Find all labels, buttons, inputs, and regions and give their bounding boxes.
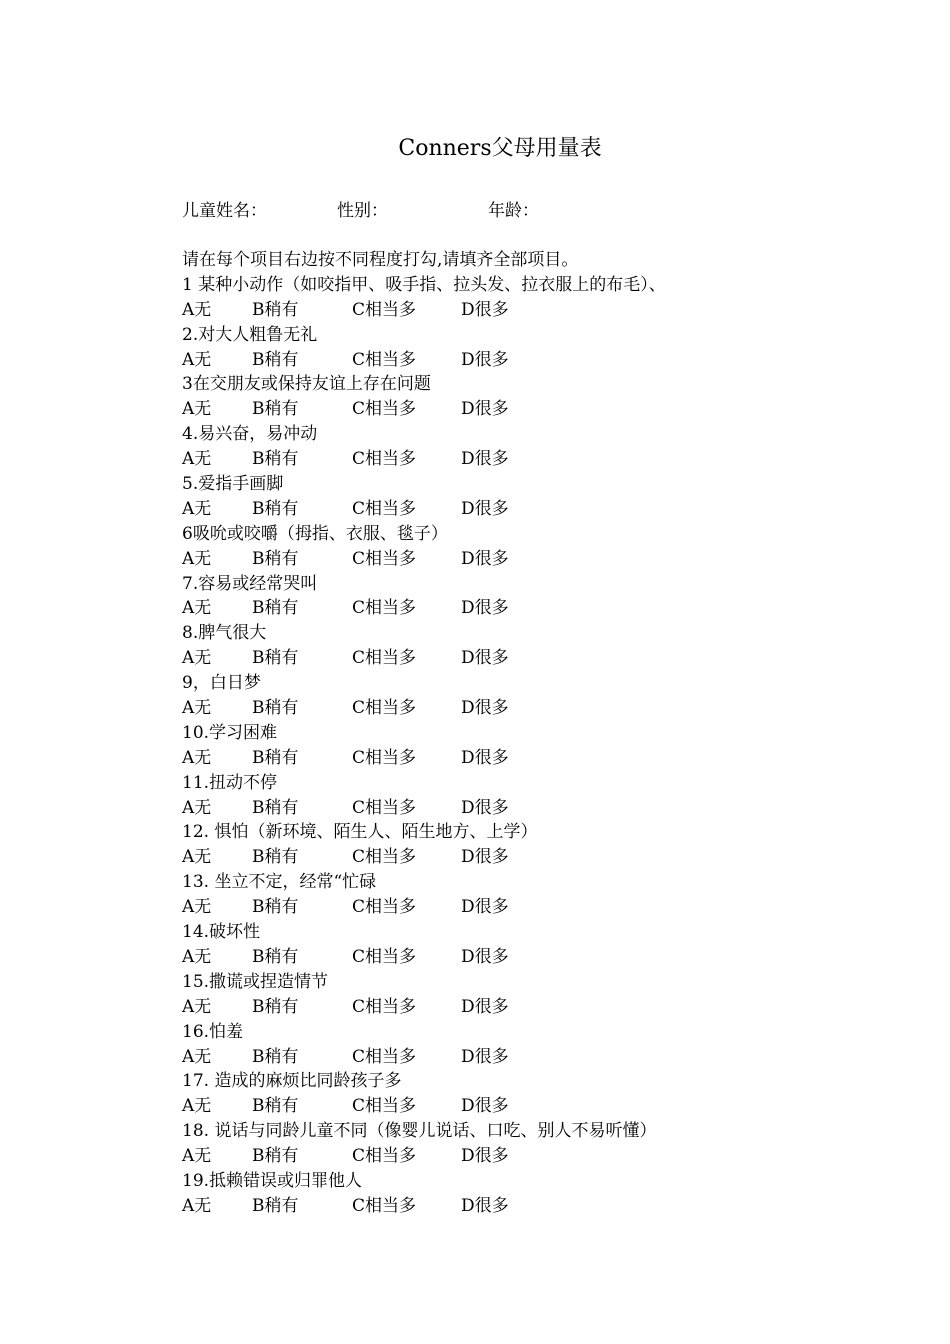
option-d-very-much[interactable]: D很多 [461, 747, 509, 768]
answer-options-row [182, 796, 902, 821]
question-text: 14.破坏性 [182, 922, 261, 943]
option-b-slight[interactable]: B稍有 [252, 847, 299, 868]
answer-options-row [182, 845, 902, 870]
question-text: 17. 造成的麻烦比同龄孩子多 [182, 1071, 402, 1092]
option-b-slight[interactable]: B稍有 [252, 498, 299, 519]
question-text: 18. 说话与同龄儿童不同（像婴儿说话、口吃、别人不易听懂） [182, 1121, 657, 1142]
answer-options-row [182, 596, 902, 621]
option-c-considerable[interactable]: C相当多 [352, 548, 417, 569]
option-d-very-much[interactable]: D很多 [461, 399, 509, 420]
option-a-none[interactable]: A无 [182, 548, 212, 569]
option-d-very-much[interactable]: D很多 [461, 847, 509, 868]
option-c-considerable[interactable]: C相当多 [352, 399, 417, 420]
option-a-none[interactable]: A无 [182, 349, 212, 370]
answer-options-row [182, 895, 902, 920]
child-info-row [182, 198, 782, 224]
option-c-considerable[interactable]: C相当多 [352, 797, 417, 818]
option-b-slight[interactable]: B稍有 [252, 648, 299, 669]
question-text: 4.易兴奋，易冲动 [182, 424, 318, 445]
option-b-slight[interactable]: B稍有 [252, 747, 299, 768]
question-text: 5.爱指手画脚 [182, 474, 284, 495]
answer-options-row [182, 447, 902, 472]
option-b-slight[interactable]: B稍有 [252, 946, 299, 967]
option-a-none[interactable]: A无 [182, 797, 212, 818]
option-b-slight[interactable]: B稍有 [252, 548, 299, 569]
option-b-slight[interactable]: B稍有 [252, 598, 299, 619]
option-c-considerable[interactable]: C相当多 [352, 1046, 417, 1067]
question-text: 19.抵赖错误或归罪他人 [182, 1170, 363, 1191]
option-b-slight[interactable]: B稍有 [252, 349, 299, 370]
option-d-very-much[interactable]: D很多 [461, 299, 509, 320]
answer-options-row [182, 696, 902, 721]
option-b-slight[interactable]: B稍有 [252, 797, 299, 818]
answer-options-row [182, 1045, 902, 1070]
option-a-none[interactable]: A无 [182, 1146, 212, 1167]
option-b-slight[interactable]: B稍有 [252, 399, 299, 420]
answer-options-row [182, 945, 902, 970]
answer-options-row [182, 348, 902, 373]
option-a-none[interactable]: A无 [182, 1195, 212, 1216]
question-text: 16.怕羞 [182, 1021, 244, 1042]
page-title: Conners父母用量表 [398, 136, 602, 161]
option-c-considerable[interactable]: C相当多 [352, 747, 417, 768]
option-c-considerable[interactable]: C相当多 [352, 847, 417, 868]
option-b-slight[interactable]: B稍有 [252, 897, 299, 918]
option-c-considerable[interactable]: C相当多 [352, 897, 417, 918]
questionnaire [182, 248, 902, 1219]
option-a-none[interactable]: A无 [182, 598, 212, 619]
answer-options-row [182, 298, 902, 323]
answer-options-row [182, 1144, 902, 1169]
option-b-slight[interactable]: B稍有 [252, 1046, 299, 1067]
option-d-very-much[interactable]: D很多 [461, 449, 509, 470]
option-d-very-much[interactable]: D很多 [461, 498, 509, 519]
option-d-very-much[interactable]: D很多 [461, 698, 509, 719]
option-c-considerable[interactable]: C相当多 [352, 349, 417, 370]
question-text: 2.对大人粗鲁无礼 [182, 324, 318, 345]
option-d-very-much[interactable]: D很多 [461, 946, 509, 967]
option-b-slight[interactable]: B稍有 [252, 1096, 299, 1117]
answer-options-row [182, 1194, 902, 1219]
option-d-very-much[interactable]: D很多 [461, 598, 509, 619]
option-d-very-much[interactable]: D很多 [461, 349, 509, 370]
option-a-none[interactable]: A无 [182, 946, 212, 967]
question-text: 9，白日梦 [182, 673, 261, 694]
question-text: 13. 坐立不定，经常“忙碌 [182, 872, 377, 893]
option-b-slight[interactable]: B稍有 [252, 449, 299, 470]
option-a-none[interactable]: A无 [182, 299, 212, 320]
option-a-none[interactable]: A无 [182, 897, 212, 918]
age-label: 年龄： [488, 201, 539, 221]
answer-options-row [182, 547, 902, 572]
answer-options-row [182, 397, 902, 422]
option-d-very-much[interactable]: D很多 [461, 1046, 509, 1067]
question-text: 10.学习困难 [182, 722, 278, 743]
gender-label: 性别： [337, 201, 388, 221]
option-d-very-much[interactable]: D很多 [461, 996, 509, 1017]
question-text: 8.脾气很大 [182, 623, 267, 644]
option-c-considerable[interactable]: C相当多 [352, 498, 417, 519]
question-text: 6吸吮或咬嚼（拇指、衣服、毯子） [182, 523, 448, 544]
option-a-none[interactable]: A无 [182, 996, 212, 1017]
option-b-slight[interactable]: B稍有 [252, 1195, 299, 1216]
question-text: 3在交朋友或保持友谊上存在问题 [182, 374, 431, 395]
option-b-slight[interactable]: B稍有 [252, 698, 299, 719]
option-a-none[interactable]: A无 [182, 1046, 212, 1067]
option-c-considerable[interactable]: C相当多 [352, 648, 417, 669]
option-d-very-much[interactable]: D很多 [461, 1096, 509, 1117]
option-d-very-much[interactable]: D很多 [461, 548, 509, 569]
option-c-considerable[interactable]: C相当多 [352, 698, 417, 719]
option-c-considerable[interactable]: C相当多 [352, 598, 417, 619]
question-text: 7.容易或经常哭叫 [182, 573, 318, 594]
option-a-none[interactable]: A无 [182, 449, 212, 470]
option-a-none[interactable]: A无 [182, 847, 212, 868]
option-c-considerable[interactable]: C相当多 [352, 299, 417, 320]
option-d-very-much[interactable]: D很多 [461, 797, 509, 818]
answer-options-row [182, 646, 902, 671]
question-text: 12. 惧怕（新环境、陌生人、陌生地方、上学） [182, 822, 538, 843]
option-a-none[interactable]: A无 [182, 747, 212, 768]
question-text: 1 某种小动作（如咬指甲、吸手指、拉头发、拉衣服上的布毛）、 [182, 274, 666, 295]
option-c-considerable[interactable]: C相当多 [352, 1096, 417, 1117]
answer-options-row [182, 1094, 902, 1119]
option-c-considerable[interactable]: C相当多 [352, 996, 417, 1017]
answer-options-row [182, 746, 902, 771]
option-c-considerable[interactable]: C相当多 [352, 1146, 417, 1167]
child-name-label: 儿童姓名： [182, 201, 267, 221]
option-c-considerable[interactable]: C相当多 [352, 449, 417, 470]
option-b-slight[interactable]: B稍有 [252, 996, 299, 1017]
option-d-very-much[interactable]: D很多 [461, 648, 509, 669]
option-c-considerable[interactable]: C相当多 [352, 1195, 417, 1216]
instruction-text: 请在每个项目右边按不同程度打勾,请填齐全部项目。 [182, 250, 579, 270]
answer-options-row [182, 995, 902, 1020]
option-a-none[interactable]: A无 [182, 399, 212, 420]
option-a-none[interactable]: A无 [182, 648, 212, 669]
option-d-very-much[interactable]: D很多 [461, 1195, 509, 1216]
option-c-considerable[interactable]: C相当多 [352, 946, 417, 967]
option-b-slight[interactable]: B稍有 [252, 1146, 299, 1167]
option-d-very-much[interactable]: D很多 [461, 1146, 509, 1167]
option-d-very-much[interactable]: D很多 [461, 897, 509, 918]
option-a-none[interactable]: A无 [182, 1096, 212, 1117]
answer-options-row [182, 497, 902, 522]
question-text: 15.撒谎或捏造情节 [182, 971, 329, 992]
question-text: 11.扭动不停 [182, 772, 278, 793]
option-a-none[interactable]: A无 [182, 698, 212, 719]
option-b-slight[interactable]: B稍有 [252, 299, 299, 320]
option-a-none[interactable]: A无 [182, 498, 212, 519]
